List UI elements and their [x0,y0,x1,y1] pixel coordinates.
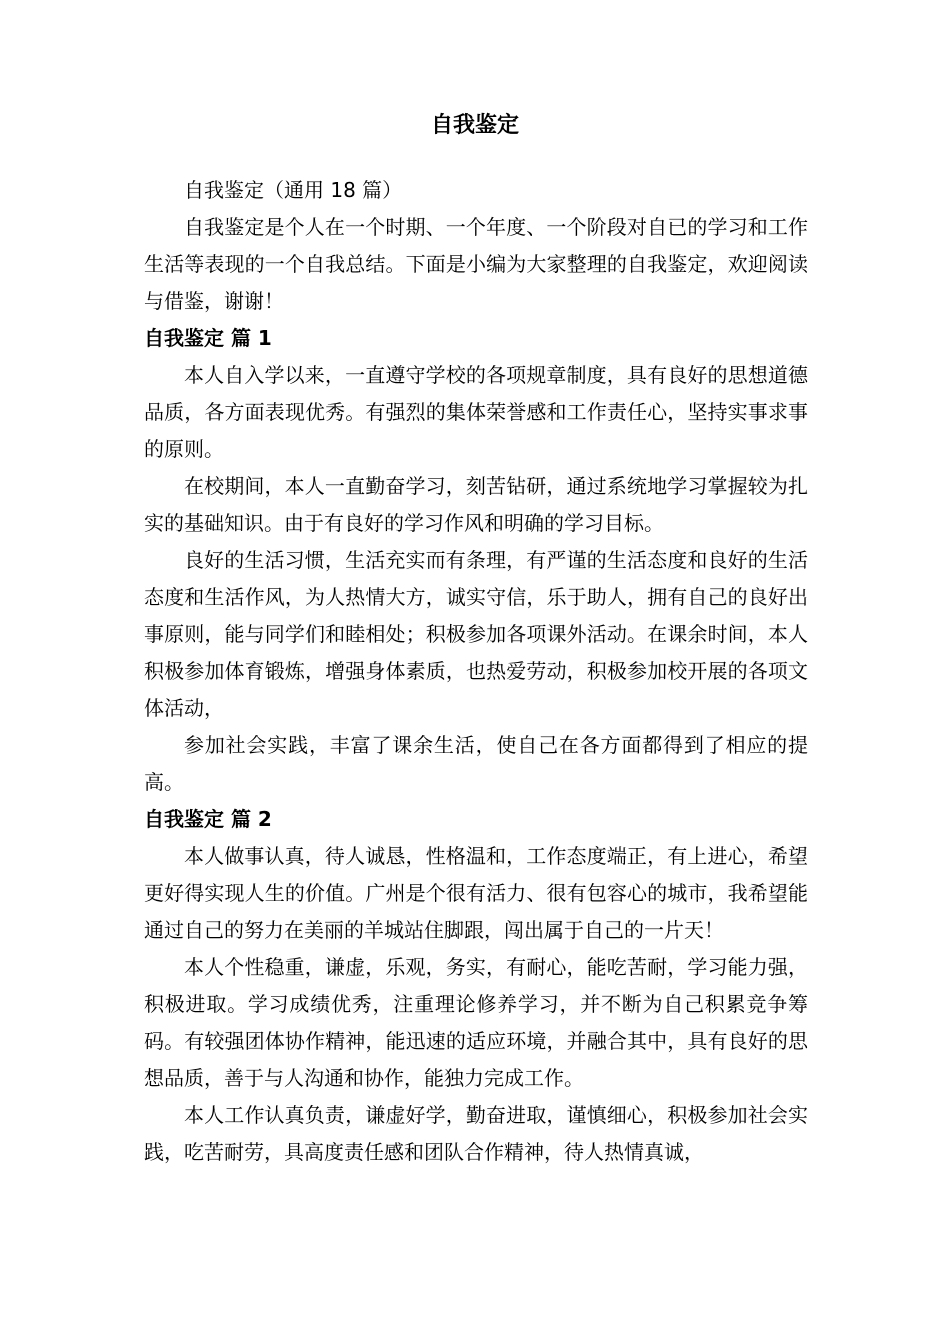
body-paragraph: 本人工作认真负责，谦虚好学，勤奋进取，谨慎细心，积极参加社会实践，吃苦耐劳，具高度责任感和团队合作精神，待人热情真诚， [144,1103,808,1164]
document-title: 自我鉴定 [430,113,519,138]
body-paragraph: 良好的生活习惯，生活充实而有条理，有严谨的生活态度和良好的生活态度和生活作风，为人热情大方，诚实守信，乐于助人，拥有自己的良好出事原则，能与同学们和睦相处；积极参加各项课外活动。在课余时间，本人积极参加体育锻炼，增强身体素质，也热爱劳动，积极参加校开展的各项文体活动， [144,548,808,720]
document-body [144,172,808,1171]
section-heading: 自我鉴定 篇 2 [144,807,272,831]
body-paragraph: 本人自入学以来，一直遵守学校的各项规章制度，具有良好的思想道德品质，各方面表现优秀。有强烈的集体荣誉感和工作责任心，坚持实事求事的原则。 [144,363,808,461]
intro-paragraph: 自我鉴定是个人在一个时期、一个年度、一个阶段对自已的学习和工作生活等表现的一个自我总结。下面是小编为大家整理的自我鉴定，欢迎阅读与借鉴，谢谢！ [144,215,808,313]
body-paragraph: 在校期间，本人一直勤奋学习，刻苦钻研，通过系统地学习掌握较为扎实的基础知识。由于有良好的学习作风和明确的学习目标。 [144,474,808,535]
body-paragraph: 参加社会实践，丰富了课余生活，使自己在各方面都得到了相应的提高。 [144,733,808,794]
section-heading: 自我鉴定 篇 1 [144,326,272,350]
body-paragraph: 本人个性稳重，谦虚，乐观，务实，有耐心，能吃苦耐，学习能力强，积极进取。学习成绩优秀，注重理论修养学习，并不断为自己积累竞争筹码。有较强团体协作精神，能迅速的适应环境，并融合其中，具有良好的思想品质，善于与人沟通和协作，能独力完成工作。 [144,955,808,1090]
intro-subtitle: 自我鉴定（通用 18 篇） [184,178,403,202]
body-paragraph: 本人做事认真，待人诚恳，性格温和，工作态度端正，有上进心，希望更好得实现人生的价值。广州是个很有活力、很有包容心的城市，我希望能通过自己的努力在美丽的羊城站住脚跟，闯出属于自己的一片天！ [144,844,808,942]
